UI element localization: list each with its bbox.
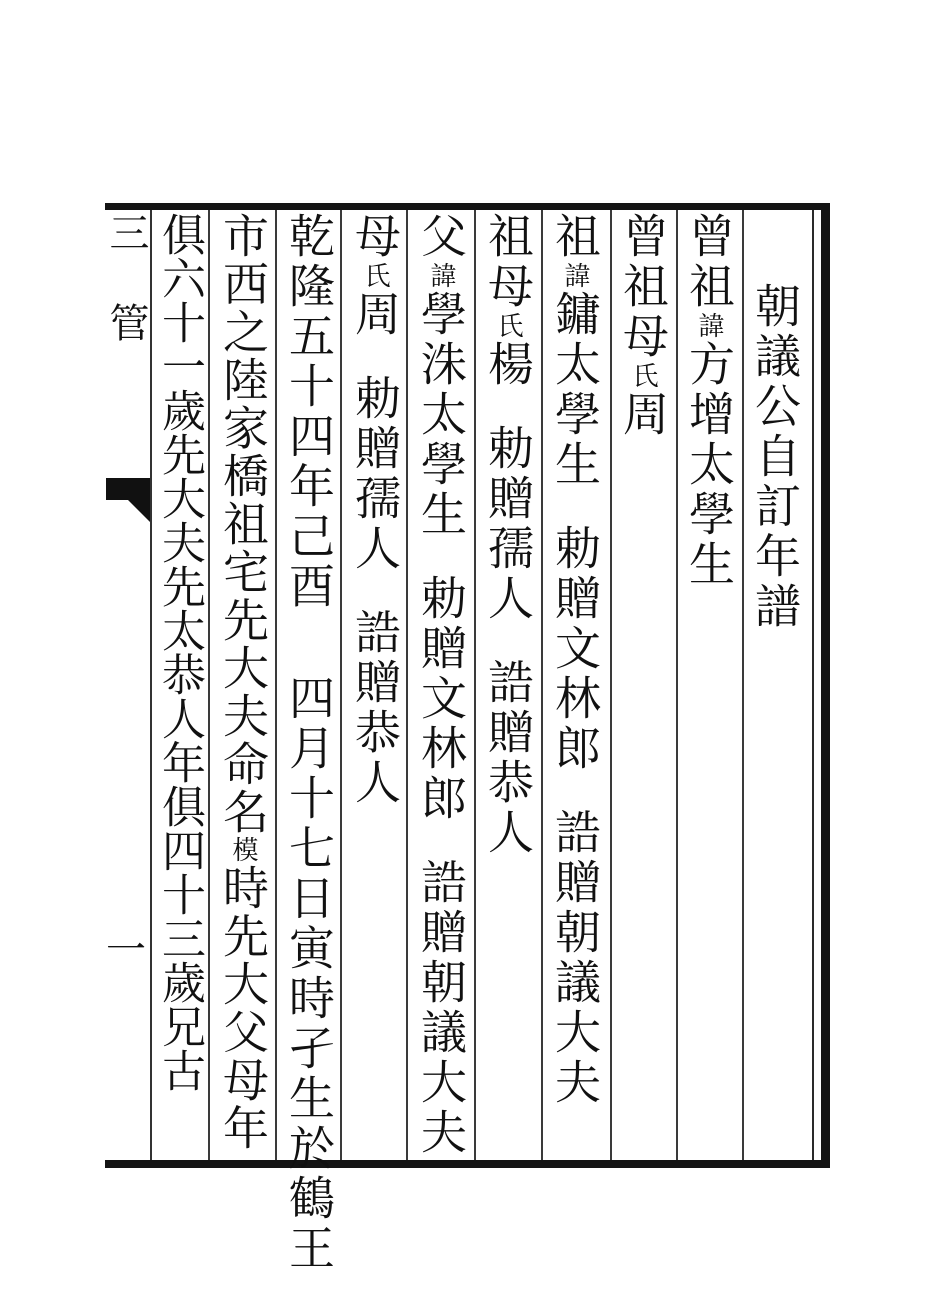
margin-heading: 三 管 [103,212,149,344]
honorific-2: 誥贈朝議大夫 [414,858,468,1158]
honorific-2: 誥贈恭人 [481,658,535,858]
column-head: 祖 [548,212,602,262]
text-column-grandmother [483,212,533,858]
honorific-2: 誥贈朝議大夫 [548,808,602,1108]
honorific-1: 勅贈孺人 [348,374,402,574]
small-annotation: 氏 [628,362,658,390]
text-column-mother [350,212,400,808]
column-rule [610,210,612,1160]
column-rule [474,210,476,1160]
page-title: 朝議公自訂年譜 [748,282,802,632]
column-head: 曾祖母 [616,212,670,362]
frame-right-inner-line [812,210,814,1160]
text-column-ages [155,212,203,1092]
small-annotation: 諱 [426,262,456,290]
column-body-continued: 時先大父母年 [216,864,270,1152]
column-body: 方增太學生 [682,340,736,590]
honorific-1: 勅贈文林郎 [548,524,602,774]
small-annotation: 諱 [694,312,724,340]
column-body-continued: 四月十七日寅時孑生於鶴王 [282,674,336,1274]
column-body: 鏞太學生 [548,290,602,490]
column-head: 父 [414,212,468,262]
text-column-title [750,282,800,632]
small-annotation: 模 [228,836,258,864]
column-body: 楊 [481,340,535,390]
column-rule [742,210,744,1160]
honorific-1: 勅贈文林郎 [414,574,468,824]
column-head: 曾祖 [682,212,736,312]
text-column-great-grandfather [684,212,734,590]
column-rule [676,210,678,1160]
column-body: 市西之陸家橋祖宅先大夫命名 [216,212,270,836]
column-rule [275,210,277,1160]
folio-number: 一 [106,927,146,973]
frame-bottom-border [105,1160,830,1168]
text-column-birth [284,212,334,1274]
text-column-great-grandmother [618,212,668,440]
column-body: 周 [616,390,670,440]
column-body: 周 [348,290,402,340]
text-column-grandfather [550,212,600,1108]
frame-right-border [821,203,830,1168]
small-annotation: 氏 [360,262,390,290]
fishtail-mark-icon [106,478,150,522]
column-rule [340,210,342,1160]
text-column-father [416,212,466,1158]
column-head: 祖母 [481,212,535,312]
honorific-1: 勅贈孺人 [481,424,535,624]
column-body: 乾隆五十四年己酉 [282,212,336,612]
honorific-2: 誥贈恭人 [348,608,402,808]
column-rule [406,210,408,1160]
frame-left-line [150,210,152,1160]
column-rule [208,210,210,1160]
frame-top-border [105,203,830,210]
column-head: 母 [348,212,402,262]
column-body: 學洙太學生 [414,290,468,540]
small-annotation: 氏 [493,312,523,340]
column-rule [541,210,543,1160]
column-body: 俱六十一歲先大夫先太恭人年俱四十三歲兄古 [154,212,205,1092]
small-annotation: 諱 [560,262,590,290]
text-column-home [218,212,268,1152]
